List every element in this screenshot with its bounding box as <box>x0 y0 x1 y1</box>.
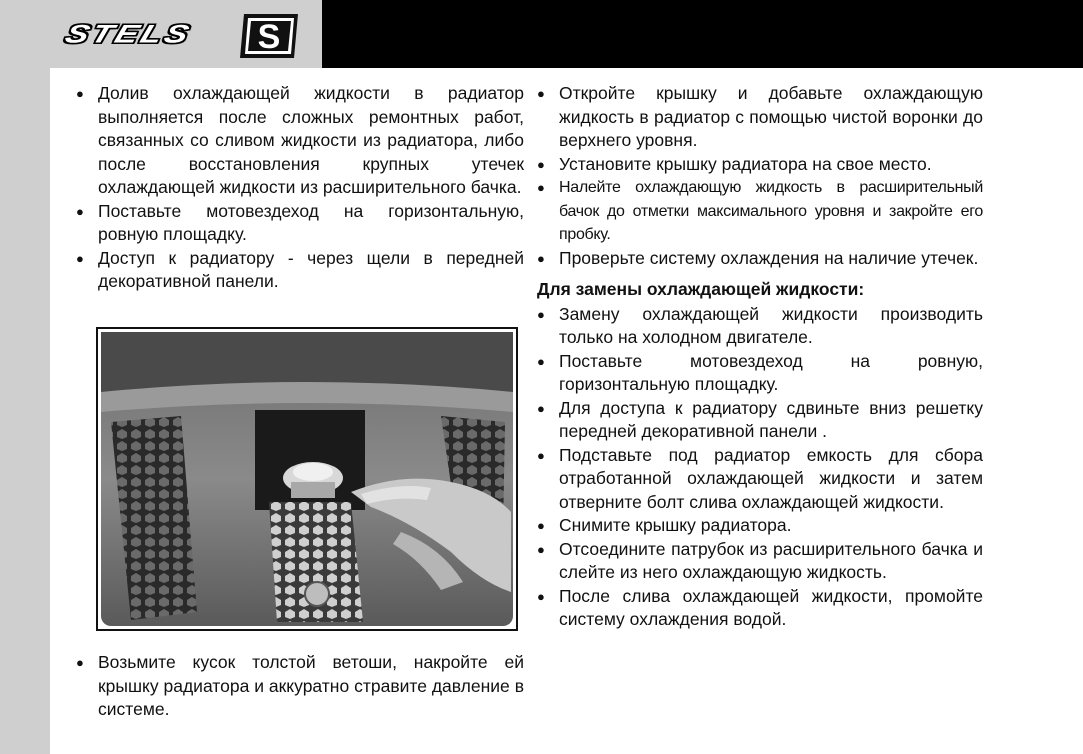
page-side-strip <box>0 68 50 754</box>
list-item: ● Поставьте мотовездеход на горизонтальную, ровную площадку. <box>76 200 524 247</box>
brand-wordmark <box>26 14 231 54</box>
radiator-photo <box>96 327 518 631</box>
replacement-steps-list <box>537 303 983 632</box>
list-item: ● Возьмите кусок толстой ветоши, накройте ей крышку радиатора и аккуратно стравите давление в системе. <box>76 651 524 722</box>
list-item: ● Замену охлаждающей жидкости производить только на холодном двигателе. <box>537 303 983 350</box>
left-column <box>76 82 524 294</box>
list-item: ● Налейте охлаждающую жидкость в расширительный бачок до отметки максимального уровня и закройте его пробку. <box>537 176 983 247</box>
brand-logo-panel <box>0 0 322 68</box>
list-item: ● Долив охлаждающей жидкости в радиатор выполняется после сложных ремонтных работ, связанных со сливом жидкости из радиатора, либо после восстановления крупных утечек охлаждающей жидкости из расширительного бачка. <box>76 82 524 200</box>
list-item: ● После слива охлаждающей жидкости, промойте систему охлаждения водой. <box>537 585 983 632</box>
brand-emblem-icon <box>236 12 302 60</box>
section-title: Для замены охлаждающей жидкости: <box>537 279 865 299</box>
left-bottom-bullet-list <box>76 651 524 722</box>
list-item: ● Снимите крышку радиатора. <box>537 514 983 538</box>
list-item: ● Поставьте мотовездеход на ровную, горизонтальную площадку. <box>537 350 983 397</box>
page-header <box>0 0 1083 68</box>
list-item: ● Отсоедините патрубок из расширительного бачка и слейте из него охлаждающую жидкость. <box>537 538 983 585</box>
list-item: ● Откройте крышку и добавьте охлаждающую жидкость в радиатор с помощью чистой воронки до верхнего уровня. <box>537 82 983 153</box>
radiator-photo-illustration <box>101 332 513 626</box>
left-column-bottom <box>76 651 524 722</box>
left-bullet-list <box>76 82 524 294</box>
list-item: ● Доступ к радиатору - через щели в передней декоративной панели. <box>76 247 524 294</box>
right-bullet-list <box>537 82 983 270</box>
list-item: ● Установите крышку радиатора на свое место. <box>537 153 983 177</box>
list-item: ● Проверьте систему охлаждения на наличие утечек. <box>537 247 983 271</box>
brand-emblem-letter: S <box>257 18 281 56</box>
list-item: ● Для доступа к радиатору сдвиньте вниз решетку передней декоративной панели . <box>537 397 983 444</box>
brand-wordmark-text: STELS <box>61 19 196 49</box>
list-item: ● Подставьте под радиатор емкость для сбора отработанной охлаждающей жидкости и затем отверните болт слива охлаждающей жидкости. <box>537 444 983 515</box>
right-column <box>537 82 983 632</box>
